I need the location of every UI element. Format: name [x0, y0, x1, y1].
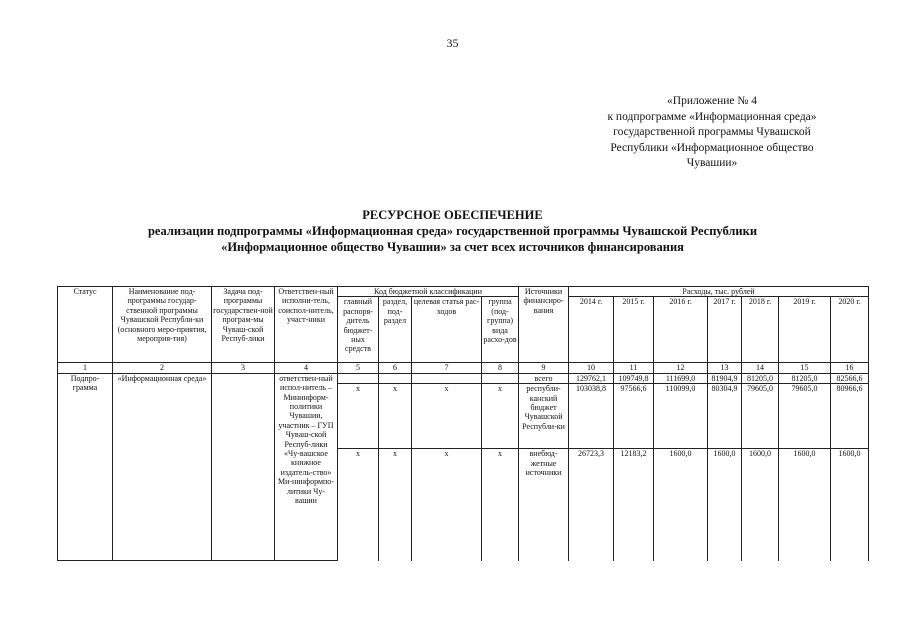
- code-cell: х: [379, 449, 412, 561]
- code-cell: [412, 373, 482, 383]
- header-year: 2016 г.: [654, 297, 708, 363]
- row-name: «Информационная среда»: [113, 373, 212, 560]
- column-number: 13: [708, 363, 742, 373]
- page-number: 35: [446, 36, 459, 50]
- value-cell: 79605,0: [779, 384, 831, 449]
- header-expenses: Расходы, тыс. рублей: [569, 287, 869, 297]
- value-cell: 109749,8: [614, 373, 654, 383]
- header-status: Статус: [58, 287, 113, 363]
- column-number: 9: [519, 363, 569, 373]
- appendix-line: государственной программы Чувашской: [613, 126, 811, 138]
- value-cell: 1600,0: [742, 449, 779, 561]
- value-cell: 1600,0: [779, 449, 831, 561]
- code-cell: х: [412, 384, 482, 449]
- value-cell: 81904,9: [708, 373, 742, 383]
- header-budget-code: Код бюджетной классификации: [338, 287, 519, 297]
- code-cell: х: [379, 384, 412, 449]
- header-year: 2017 г.: [708, 297, 742, 363]
- column-number: 1: [58, 363, 113, 373]
- header-task: Задача под-программы государствен-ной програм-мы Чуваш-ской Респуб-лики: [212, 287, 275, 363]
- column-number: 14: [742, 363, 779, 373]
- column-number: 16: [831, 363, 869, 373]
- row-status: Подпро-грамма: [58, 373, 113, 560]
- column-number: 6: [379, 363, 412, 373]
- column-number: 8: [482, 363, 519, 373]
- value-cell: 129762,1: [569, 373, 614, 383]
- column-number: 7: [412, 363, 482, 373]
- title-line: реализации подпрограммы «Информационная среда» государственной программы Чувашской Республики: [147, 224, 758, 238]
- row-responsible: ответствен-ный испол-нитель – Мининформ-политики Чувашии, участник – ГУП Чуваш-ской Респуб-лики «Чу-вашское книжное издатель-ство» Ми-нинформпо-литики Чу-вашии: [275, 373, 338, 560]
- appendix-line: Чувашии»: [686, 157, 738, 169]
- code-cell: х: [338, 384, 379, 449]
- source-cell: республи-канский бюджет Чувашской Республи-ки: [519, 384, 569, 449]
- header-name: Наименование под-программы государ-ственной программы Чувашской Республи-ки (основного меро-приятия, мероприя-тия): [113, 287, 212, 363]
- appendix-line: Республики «Информационное общество: [610, 141, 814, 154]
- column-number: 3: [212, 363, 275, 373]
- header-year: 2014 г.: [569, 297, 614, 363]
- header-code-manager: главный распоря-дитель бюджет-ных средств: [338, 297, 379, 363]
- value-cell: 26723,3: [569, 449, 614, 561]
- value-cell: 103038,8: [569, 384, 614, 449]
- column-number: 4: [275, 363, 338, 373]
- title-line: «Информационное общество Чувашии» за счет всех источников финансирования: [221, 240, 684, 254]
- value-cell: 81205,0: [779, 373, 831, 383]
- header-year: 2015 г.: [614, 297, 654, 363]
- row-task: [212, 373, 275, 560]
- appendix-header: [582, 94, 842, 172]
- resource-table: [57, 286, 869, 561]
- value-cell: 111699,0: [654, 373, 708, 383]
- header-code-group: группа (под-группа) вида расхо-дов: [482, 297, 519, 363]
- code-cell: [338, 373, 379, 383]
- value-cell: 1600,0: [708, 449, 742, 561]
- table-row: [58, 373, 869, 383]
- code-cell: х: [482, 384, 519, 449]
- column-number: 10: [569, 363, 614, 373]
- appendix-line: к подпрограмме «Информационная среда»: [607, 110, 817, 123]
- column-number: 5: [338, 363, 379, 373]
- header-year: 2019 г.: [779, 297, 831, 363]
- title-line: РЕСУРСНОЕ ОБЕСПЕЧЕНИЕ: [362, 208, 543, 222]
- header-code-article: целевая статья рас-ходов: [412, 297, 482, 363]
- header-year: 2020 г.: [831, 297, 869, 363]
- appendix-line: «Приложение № 4: [667, 95, 757, 107]
- column-number: 12: [654, 363, 708, 373]
- code-cell: [379, 373, 412, 383]
- column-number: 15: [779, 363, 831, 373]
- header-year: 2018 г.: [742, 297, 779, 363]
- header-code-section: раздел, под-раздел: [379, 297, 412, 363]
- source-cell: всего: [519, 373, 569, 383]
- code-cell: [482, 373, 519, 383]
- header-responsible: Ответствен-ный исполни-тель, соиспол-нитель, участ-ники: [275, 287, 338, 363]
- code-cell: х: [482, 449, 519, 561]
- column-number: 11: [614, 363, 654, 373]
- header-sources: Источники финансиро-вания: [519, 287, 569, 363]
- column-number-row: [58, 363, 869, 373]
- value-cell: 80966,6: [831, 384, 869, 449]
- value-cell: 81205,0: [742, 373, 779, 383]
- code-cell: х: [412, 449, 482, 561]
- column-number: 2: [113, 363, 212, 373]
- document-title: [0, 207, 905, 255]
- value-cell: 12183,2: [614, 449, 654, 561]
- value-cell: 1600,0: [831, 449, 869, 561]
- value-cell: 80304,9: [708, 384, 742, 449]
- value-cell: 110099,0: [654, 384, 708, 449]
- source-cell: внебюд-жетные источники: [519, 449, 569, 561]
- value-cell: 82566,6: [831, 373, 869, 383]
- value-cell: 1600,0: [654, 449, 708, 561]
- code-cell: х: [338, 449, 379, 561]
- value-cell: 79605,0: [742, 384, 779, 449]
- value-cell: 97566,6: [614, 384, 654, 449]
